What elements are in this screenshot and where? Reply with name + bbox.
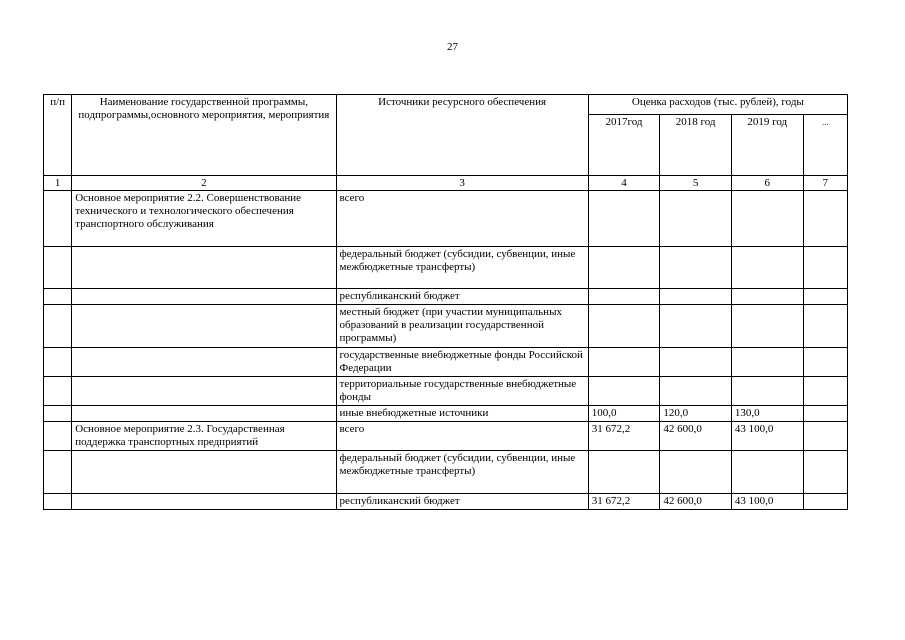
table-row [44,305,848,348]
header-num: п/п [44,95,72,176]
value-cell [803,191,847,247]
value-cell [731,377,803,406]
value-cell [588,305,660,348]
measure-name: Основное мероприятие 2.2. Совершенствование технического и технологического обеспечения транспортного обслуживания [72,191,336,247]
value-cell [588,247,660,289]
table-row [44,289,848,305]
value-cell [803,247,847,289]
value-cell [731,191,803,247]
column-number: 5 [660,176,732,191]
header-year-ellipsis: ... [803,115,847,176]
source-cell: местный бюджет (при участии муниципальных образований в реализации государственной программы) [336,305,588,348]
source-cell: всего [336,422,588,451]
value-cell: 31 672,2 [588,494,660,510]
header-name: Наименование государственной программы, подпрограммы,основного мероприятия, мероприятия [72,95,336,176]
column-number: 1 [44,176,72,191]
value-cell [660,289,732,305]
value-cell: 43 100,0 [731,494,803,510]
value-cell [803,494,847,510]
value-cell [588,348,660,377]
header-year: 2017год [588,115,660,176]
value-cell [731,348,803,377]
value-cell [803,289,847,305]
column-number: 3 [336,176,588,191]
value-cell [660,451,732,494]
value-cell [731,451,803,494]
value-cell [803,451,847,494]
header-estimate: Оценка расходов (тыс. рублей), годы [588,95,847,115]
value-cell: 42 600,0 [660,422,732,451]
table-row [44,422,848,451]
value-cell [588,377,660,406]
value-cell: 31 672,2 [588,422,660,451]
value-cell: 120,0 [660,406,732,422]
value-cell: 100,0 [588,406,660,422]
value-cell [803,406,847,422]
table-row [44,191,848,247]
value-cell [803,377,847,406]
source-cell: территориальные государственные внебюджетные фонды [336,377,588,406]
resource-table [43,94,848,510]
column-number: 2 [72,176,336,191]
column-number: 4 [588,176,660,191]
value-cell [803,348,847,377]
value-cell [660,247,732,289]
column-number: 6 [731,176,803,191]
source-cell: государственные внебюджетные фонды Российской Федерации [336,348,588,377]
table-row [44,348,848,377]
value-cell [660,305,732,348]
value-cell [731,305,803,348]
source-cell: иные внебюджетные источники [336,406,588,422]
source-cell: республиканский бюджет [336,289,588,305]
table-row [44,494,848,510]
value-cell [588,191,660,247]
value-cell [660,348,732,377]
table-row [44,377,848,406]
value-cell: 42 600,0 [660,494,732,510]
value-cell: 43 100,0 [731,422,803,451]
source-cell: федеральный бюджет (субсидии, субвенции, иные межбюджетные трансферты) [336,247,588,289]
value-cell [731,247,803,289]
value-cell: 130,0 [731,406,803,422]
header-year: 2018 год [660,115,732,176]
value-cell [803,305,847,348]
header-sources: Источники ресурсного обеспечения [336,95,588,176]
page-number: 27 [447,41,458,53]
value-cell [731,289,803,305]
source-cell: республиканский бюджет [336,494,588,510]
table-row [44,451,848,494]
table-row [44,247,848,289]
measure-name: Основное мероприятие 2.3. Государственная поддержка транспортных предприятий [72,422,336,451]
value-cell [660,377,732,406]
source-cell: федеральный бюджет (субсидии, субвенции, иные межбюджетные трансферты) [336,451,588,494]
value-cell [588,451,660,494]
value-cell [588,289,660,305]
value-cell [660,191,732,247]
value-cell [803,422,847,451]
header-year: 2019 год [731,115,803,176]
column-number: 7 [803,176,847,191]
table-row [44,406,848,422]
source-cell: всего [336,191,588,247]
